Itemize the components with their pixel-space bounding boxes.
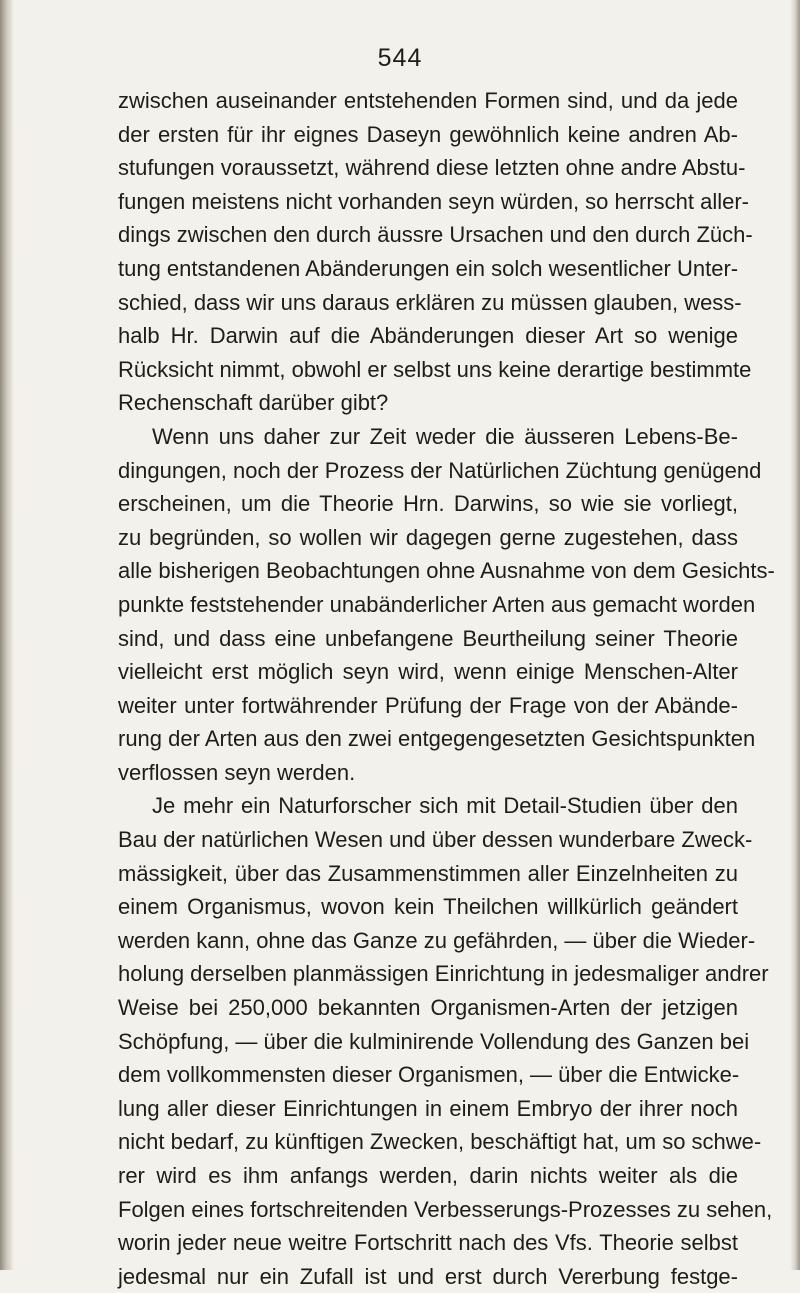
text-line: tung entstandenen Abänderungen ein solch wesentlicher Unter-	[118, 255, 739, 281]
text-line: dingungen, noch der Prozess der Natürlichen Züchtung genügend	[118, 457, 762, 483]
page-edge-right	[790, 0, 800, 1270]
text-line: fungen meistens nicht vorhanden seyn würden, so herrscht aller-	[118, 188, 750, 214]
text-line: Bau der natürlichen Wesen und über dessen wunderbare Zweck-	[118, 827, 753, 853]
text-line: Rechenschaft darüber gibt?	[118, 390, 389, 416]
text-line: holung derselben planmässigen Einrichtung in jedesmaliger andrer	[118, 961, 769, 987]
text-line: werden kann, ohne das Ganze zu gefährden, — über die Wieder-	[118, 927, 756, 953]
text-line: lung aller dieser Einrichtungen in einem Embryo der ihrer noch	[118, 1095, 738, 1121]
text-line: rung der Arten aus den zwei entgegengesetzten Gesichtspunkten	[118, 726, 756, 752]
text-line: schied, dass wir uns daraus erklären zu müssen glauben, wess-	[118, 289, 742, 315]
text-line: Rücksicht nimmt, obwohl er selbst uns keine derartige bestimmte	[118, 356, 752, 382]
paragraph-start-line: Wenn uns daher zur Zeit weder die äusseren Lebens-Be-	[152, 423, 738, 449]
text-line: nicht bedarf, zu künftigen Zwecken, beschäftigt hat, um so schwe-	[118, 1129, 762, 1155]
text-line: jedesmal nur ein Zufall ist und erst durch Vererbung festge-	[118, 1263, 738, 1289]
text-line: alle bisherigen Beobachtungen ohne Ausnahme von dem Gesichts-	[118, 558, 775, 584]
text-line: rer wird es ihm anfangs werden, darin nichts weiter als die	[118, 1163, 738, 1188]
text-line: Weise bei 250,000 bekannten Organismen-Arten der jetzigen	[118, 995, 738, 1021]
paragraph-start-line: Je mehr ein Naturforscher sich mit Detail-Studien über den	[152, 793, 738, 819]
text-line: dings zwischen den durch äussre Ursachen und den durch Züch-	[118, 222, 753, 248]
text-line: dem vollkommensten dieser Organismen, — über die Entwicke-	[118, 1062, 740, 1088]
text-line: der ersten für ihr eignes Daseyn gewöhnlich keine andren Ab-	[118, 121, 738, 147]
page-number: 544	[377, 44, 423, 72]
text-line: stufungen voraussetzt, während diese letzten ohne andre Abstu-	[118, 155, 746, 181]
text-line: zu begründen, so wollen wir dagegen gerne zugestehen, dass	[118, 524, 738, 550]
text-line: einem Organismus, wovon kein Theilchen willkürlich geändert	[118, 894, 738, 920]
text-line: vielleicht erst möglich seyn wird, wenn einige Menschen-Alter	[118, 659, 738, 685]
text-line: sind, und dass eine unbefangene Beurtheilung seiner Theorie	[118, 625, 738, 651]
text-line: zwischen auseinander entstehenden Formen sind, und da jede	[118, 88, 738, 113]
text-line: verflossen seyn werden.	[118, 759, 356, 785]
text-line: worin jeder neue weitre Fortschritt nach des Vfs. Theorie selbst	[118, 1230, 738, 1256]
body-text	[118, 84, 775, 1293]
text-line: Schöpfung, — über die kulminirende Vollendung des Ganzen bei	[118, 1028, 750, 1054]
text-line: mässigkeit, über das Zusammenstimmen aller Einzelnheiten zu	[118, 860, 738, 886]
text-line: Folgen eines fortschreitenden Verbesserungs-Prozesses zu sehen,	[118, 1196, 773, 1222]
page-edge-left	[0, 0, 14, 1270]
text-line: punkte feststehender unabänderlicher Arten aus gemacht worden	[118, 591, 756, 617]
text-line: halb Hr. Darwin auf die Abänderungen dieser Art so wenige	[118, 323, 738, 349]
text-line: weiter unter fortwährender Prüfung der Frage von der Abände-	[118, 692, 738, 718]
text-line: erscheinen, um die Theorie Hrn. Darwins, so wie sie vorliegt,	[118, 491, 738, 517]
